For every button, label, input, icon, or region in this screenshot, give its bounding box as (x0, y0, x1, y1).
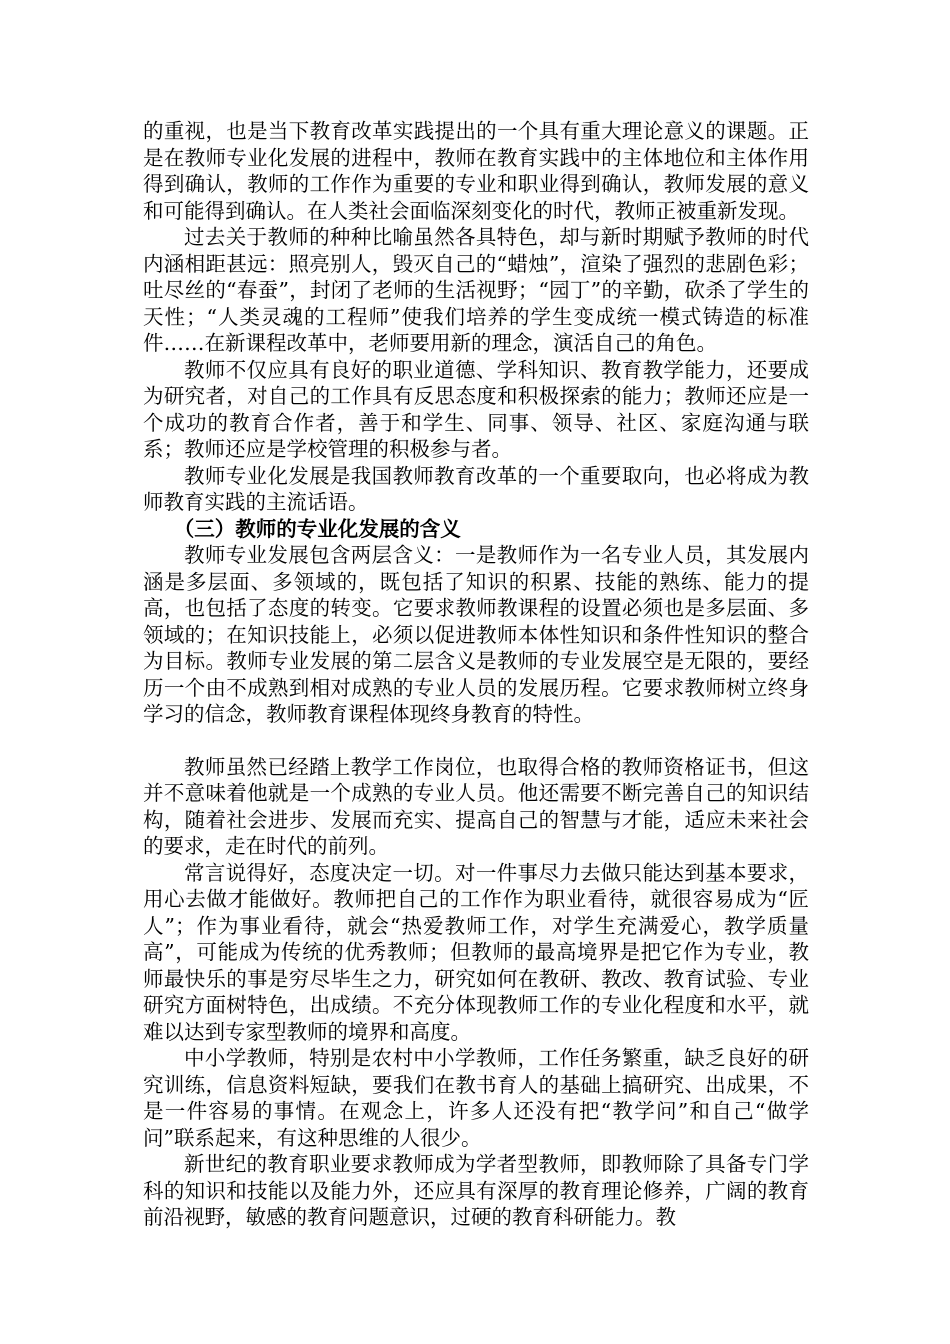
paragraph-rural-teachers: 中小学教师，特别是农村中小学教师，工作任务繁重，缺乏良好的研究训练，信息资料短缺，要我们在教书育人的基础上搞研究、出成果，不是一件容易的事情。在观念上，许多人还没有把“教学问”和自己“做学问”联系起来，有这种思维的人很少。 (143, 1046, 809, 1150)
paragraph-scholar-teacher: 新世纪的教育职业要求教师成为学者型教师，即教师除了具备专门学科的知识和技能以及能力外，还应具有深厚的教育理论修养，广阔的教育前沿视野，敏感的教育问题意识，过硬的教育科研能力。教 (143, 1152, 809, 1229)
paragraph-spacer (143, 728, 809, 754)
paragraph-teacher-metaphors: 过去关于教师的种种比喻虽然各具特色，却与新时期赋予教师的时代内涵相距甚远：照亮别人，毁灭自己的“蜡烛”，渲染了强烈的悲剧色彩；吐尽丝的“春蚕”，封闭了老师的生活视野；“园丁”的辛勤，砍杀了学生的天性；“人类灵魂的工程师”使我们培养的学生变成统一模式铸造的标准件……在新课程改革中，老师要用新的理念，演活自己的角色。 (143, 225, 809, 355)
paragraph-attitude: 常言说得好，态度决定一切。对一件事尽力去做只能达到基本要求，用心去做才能做好。教师把自己的工作作为职业看待，就很容易成为“匠人”；作为事业看待，就会“热爱教师工作，对学生充满爱心，教学质量高”，可能成为传统的优秀教师；但教师的最高境界是把它作为专业，教师最快乐的事是穷尽毕生之力，研究如何在教研、教改、教育试验、专业研究方面树特色，出成绩。不充分体现教师工作的专业化程度和水平，就难以达到专家型教师的境界和高度。 (143, 860, 809, 1044)
paragraph-maturity: 教师虽然已经踏上教学工作岗位，也取得合格的教师资格证书，但这并不意味着他就是一个成熟的专业人员。他还需要不断完善自己的知识结构，随着社会进步、发展而充实、提高自己的智慧与才能，适应未来社会的要求，走在时代的前列。 (143, 754, 809, 858)
section-heading: （三）教师的专业化发展的含义 (173, 516, 461, 541)
paragraph-continuation: 的重视，也是当下教育改革实践提出的一个具有重大理论意义的课题。正是在教师专业化发展的进程中，教师在教育实践中的主体地位和主体作用得到确认，教师的工作作为重要的专业和职业得到确认，教师发展的意义和可能得到确认。在人类社会面临深刻变化的时代，教师正被重新发现。 (143, 119, 809, 223)
document-page (143, 118, 809, 1231)
paragraph-two-meanings: 教师专业发展包含两层含义：一是教师作为一名专业人员，其发展内涵是多层面、多领域的，既包括了知识的积累、技能的熟练、能力的提高，也包括了态度的转变。它要求教师教课程的设置必须也是多层面、多领域的；在知识技能上，必须以促进教师本体性知识和条件性知识的整合为目标。教师专业发展的第二层含义是教师的专业发展空是无限的，要经历一个由不成熟到相对成熟的专业人员的发展历程。它要求教师树立终身学习的信念，教师教育课程体现终身教育的特性。 (143, 543, 809, 726)
paragraph-professionalization-orientation: 教师专业化发展是我国教师教育改革的一个重要取向，也必将成为教师教育实践的主流话语。 (143, 463, 809, 514)
paragraph-teacher-roles: 教师不仅应具有良好的职业道德、学科知识、教育教学能力，还要成为研究者，对自己的工作具有反思态度和积极探索的能力；教师还应是一个成功的教育合作者，善于和学生、同事、领导、社区、家庭沟通与联系；教师还应是学校管理的积极参与者。 (143, 357, 809, 461)
